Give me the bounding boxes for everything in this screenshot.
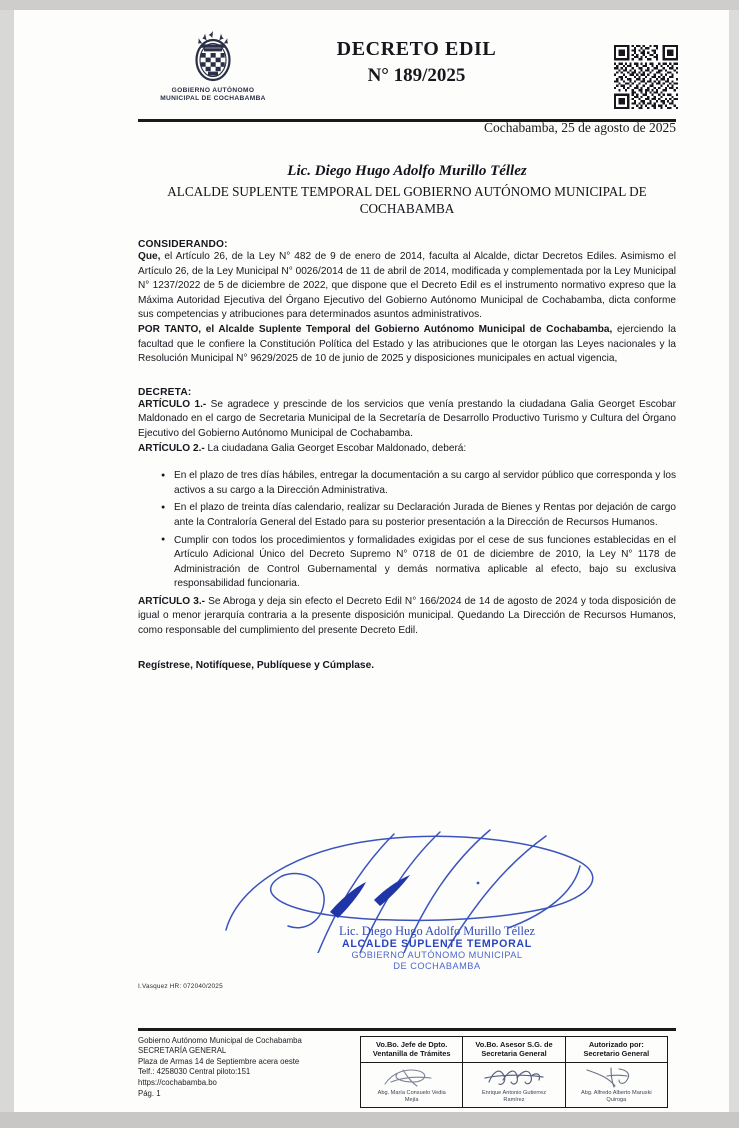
approver-signature-icon	[581, 1066, 651, 1090]
approver-name-0	[364, 1090, 459, 1104]
por-tanto-body: ejerciendo la facultad que le confiere la Constitución Política del Estado y las atribuciones que le otorgan las Leyes nacionales y la Resolución Municipal N° 9629/2025 de 10 de junio de 2025 y disposiciones municipales en actual vigencia,	[138, 323, 676, 365]
qr-code-icon	[614, 45, 678, 109]
document-body	[138, 162, 676, 671]
approvals-table	[360, 1036, 668, 1108]
scan-edge-right	[729, 0, 739, 1128]
approval-header-1-line2: Secretaria General	[481, 1049, 547, 1059]
approval-header-2	[565, 1036, 667, 1062]
footer-phone: Telf.: 4258030 Central piloto:151	[138, 1067, 251, 1077]
title-block	[284, 36, 549, 89]
scan-edge-top	[0, 0, 739, 10]
table-row-signatures	[361, 1062, 668, 1107]
considerando-heading: CONSIDERANDO:	[138, 239, 228, 250]
signature-block	[138, 828, 676, 993]
por-tanto-paragraph	[138, 323, 676, 367]
approver-name-0-line1: Abg. María Consuelo Vedia	[377, 1089, 446, 1096]
table-row-headers	[361, 1036, 668, 1062]
closing-statement: Regístrese, Notifíquese, Publíquese y Cúmplase.	[138, 659, 375, 671]
signature-organization	[302, 950, 572, 972]
footer-address: Plaza de Armas 14 de Septiembre acera oeste	[138, 1056, 300, 1066]
articulo-2-paragraph	[138, 442, 676, 457]
approval-header-2-line2: Secretario General	[583, 1049, 650, 1059]
articulo-1-paragraph	[138, 398, 676, 442]
considerando-lead: Que,	[138, 251, 161, 262]
approver-signature-icon	[377, 1066, 447, 1090]
duties-list	[138, 469, 676, 592]
footer-department: SECRETARÍA GENERAL	[138, 1046, 227, 1056]
approval-cell-1	[463, 1062, 565, 1107]
signature-name: Lic. Diego Hugo Adolfo Murillo Téllez	[339, 924, 535, 938]
scan-edge-left	[0, 0, 14, 1128]
document-footer	[138, 1028, 676, 1108]
footer-divider	[138, 1028, 676, 1031]
signature-org-line2: DE COCHABAMBA	[393, 961, 481, 971]
approver-name-1-line2: Ramírez	[503, 1096, 525, 1103]
reference-code: I.Vasquez HR: 072040/2025	[138, 983, 223, 990]
articulo-3-label: ARTÍCULO 3.-	[138, 595, 206, 607]
considerando-paragraph	[138, 250, 676, 323]
page-title: DECRETO EDIL	[336, 38, 497, 60]
approval-header-1	[463, 1036, 565, 1062]
list-item: ● Cumplir con todos los procedimientos y formalidades exigidas por el cese de sus funciones establecidas en el Artículo Adicional Único del Decreto Supremo N° 0718 de 01 de diciembre de 2010, la Ley N° 1178 de Administración de Control Gubernamental y demás normativa aplicable al efecto, bajo su exclusiva responsabilidad funcionaria.	[174, 534, 676, 592]
document-header	[14, 18, 729, 130]
approver-name-0-line2: Mejía	[404, 1096, 419, 1103]
approver-name-1-line1: Enrique Antonio Gutierrez	[481, 1089, 547, 1096]
footer-page-number: Pág. 1	[138, 1088, 161, 1098]
articulo-1-label: ARTÍCULO 1.-	[138, 398, 207, 410]
articulo-3-paragraph	[138, 595, 676, 639]
approval-cell-2	[565, 1062, 667, 1107]
document-date: Cochabamba, 25 de agosto de 2025	[484, 120, 676, 135]
officer-name: Lic. Diego Hugo Adolfo Murillo Téllez	[287, 163, 527, 179]
list-item: ● En el plazo de tres días hábiles, entregar la documentación a su cargo al servidor público que corresponda y los activos a su cargo a la Dirección Administrativa.	[174, 469, 676, 498]
scan-edge-bottom	[0, 1112, 739, 1128]
approval-header-0-line1: Vo.Bo. Jefe de Dpto.	[376, 1039, 448, 1049]
articulo-3-body: Se Abroga y deja sin efecto el Decreto Edil N° 166/2024 de 14 de agosto de 2024 y toda disposición de igual o menor jerarquía contraria a la presente disposición municipal. Quedando La Dirección de Recursos Humanos, como responsable del cumplimiento del presente Decreto Edil.	[138, 595, 676, 637]
approval-header-1-line1: Vo.Bo. Asesor S.G. de	[475, 1039, 553, 1049]
footer-contact-info	[138, 1036, 353, 1100]
decreta-heading: DECRETA:	[138, 386, 192, 398]
considerando-body: el Artículo 26, de la Ley N° 482 de 9 de enero de 2014, faculta al Alcalde, dictar Decretos Ediles. Asimismo el Artículo 26, de la Ley Municipal N° 0026/2014 de 11 de abril de 2014, modificada y complementada por la Ley Municipal N° 1237/2022 de 5 de diciembre de 2022, que dispone que el Decreto Edil es el instrumento normativo expreso que la Máxima Autoridad Ejecutiva del Órgano Ejecutivo del Gobierno Autónomo Municipal de Cochabamba, dicta conforme sus competencias y atribuciones para determinados asuntos administrativos.	[138, 251, 676, 321]
footer-website[interactable]: https://cochabamba.bo	[138, 1077, 217, 1087]
approver-name-2-line2: Quiroga	[606, 1096, 627, 1103]
articulo-2-body: La ciudadana Galia Georget Escobar Maldonado, deberá:	[204, 442, 467, 454]
officer-role: ALCALDE SUPLENTE TEMPORAL DEL GOBIERNO AUTÓNOMO MUNICIPAL DE COCHABAMBA	[167, 184, 647, 216]
approver-name-2	[569, 1090, 664, 1104]
document-number: N° 189/2025	[367, 65, 466, 86]
approval-cell-0	[361, 1062, 463, 1107]
approval-header-0	[361, 1036, 463, 1062]
document-sheet	[14, 10, 729, 1112]
approval-header-0-line2: Ventanilla de Trámites	[372, 1049, 451, 1059]
articulo-1-body: Se agradece y prescinde de los servicios que venía prestando la ciudadana Galia Georget Escobar Maldonado en el cargo de Secretaria Municipal de la Secretaría de Desarrollo Productivo Turismo y Cultura del Órgano Ejecutivo del Gobierno Autónomo Municipal de Cochabamba.	[138, 398, 677, 439]
articulo-2-label: ARTÍCULO 2.-	[138, 442, 205, 454]
approval-header-2-line1: Autorizado por:	[588, 1039, 644, 1049]
footer-org: Gobierno Autónomo Municipal de Cochabamba	[138, 1035, 302, 1045]
coat-of-arms-icon	[190, 30, 236, 84]
signature-role: ALCALDE SUPLENTE TEMPORAL	[342, 938, 532, 950]
approver-name-2-line1: Abg. Alfredo Alberto Maruski	[581, 1089, 652, 1096]
approver-name-1	[466, 1090, 561, 1104]
por-tanto-lead: POR TANTO, el Alcalde Suplente Temporal del Gobierno Autónomo Municipal de Cochabamba,	[138, 323, 613, 335]
institution-logo	[155, 30, 271, 104]
logo-caption: GOBIERNO AUTÓNOMO MUNICIPAL DE COCHABAMBA	[160, 87, 266, 103]
approver-signature-icon	[479, 1066, 549, 1090]
list-item: ● En el plazo de treinta días calendario, realizar su Declaración Jurada de Bienes y Rentas por dejación de cargo ante la Contraloría General del Estado para su posterior presentación a la Dirección de Recursos Humanos.	[174, 501, 676, 530]
signature-org-line1: GOBIERNO AUTÓNOMO MUNICIPAL	[351, 950, 523, 960]
